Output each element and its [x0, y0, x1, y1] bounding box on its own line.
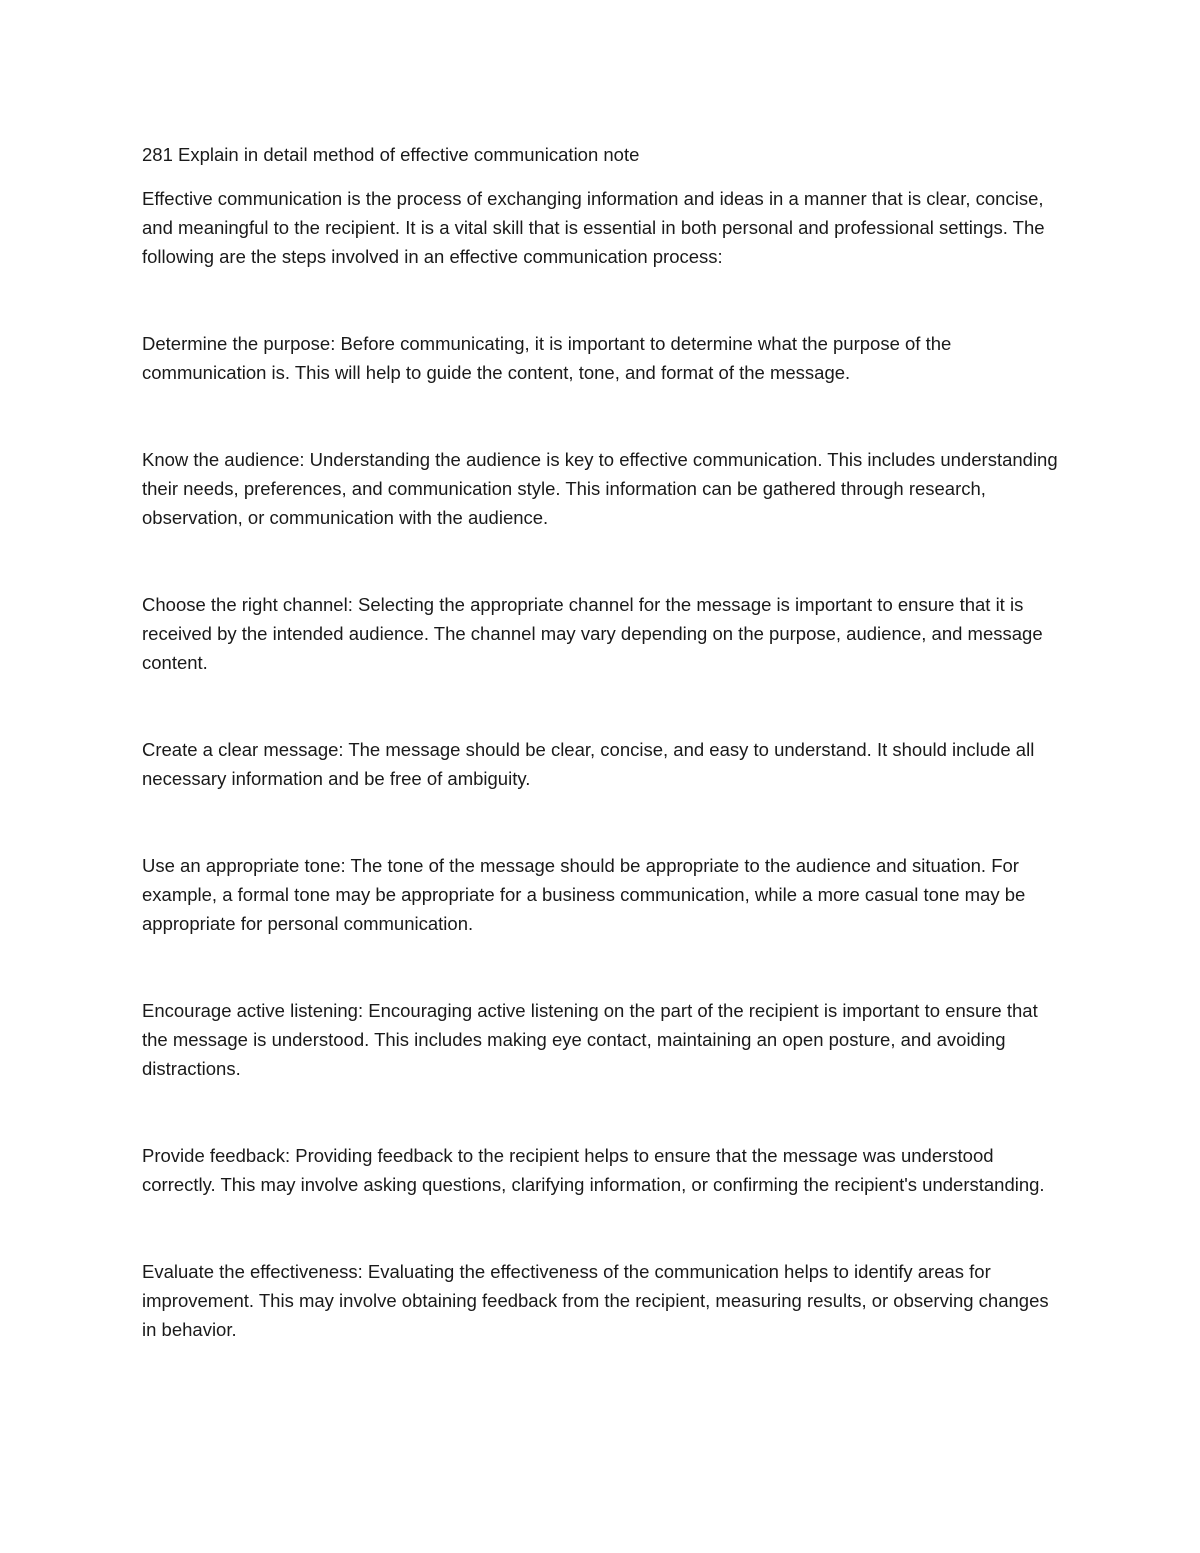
section-provide-feedback: Provide feedback: Providing feedback to the recipient helps to ensure that the message was understood correctly. This may involve asking questions, clarifying information, or confirming the recipient's understanding.: [142, 1145, 1045, 1195]
section-determine-purpose: Determine the purpose: Before communicating, it is important to determine what the purpose of the communication is. This will help to guide the content, tone, and format of the message.: [142, 333, 952, 383]
document-body: [142, 140, 1062, 1402]
section-appropriate-tone: Use an appropriate tone: The tone of the message should be appropriate to the audience and situation. For example, a formal tone may be appropriate for a business communication, while a more casual tone may be appropriate for personal communication.: [142, 855, 1026, 934]
document-title: 281 Explain in detail method of effective communication note: [142, 144, 640, 165]
section-choose-channel: Choose the right channel: Selecting the appropriate channel for the message is important to ensure that it is received by the intended audience. The channel may vary depending on the purpose, audience, and message content.: [142, 594, 1043, 673]
section-clear-message: Create a clear message: The message should be clear, concise, and easy to understand. It should include all necessary information and be free of ambiguity.: [142, 739, 1035, 789]
section-active-listening: Encourage active listening: Encouraging active listening on the part of the recipient is important to ensure that the message is understood. This includes making eye contact, maintaining an open posture, and avoiding distractions.: [142, 1000, 1038, 1079]
intro-paragraph: Effective communication is the process of exchanging information and ideas in a manner that is clear, concise, and meaningful to the recipient. It is a vital skill that is essential in both personal and professional settings. The following are the steps involved in an effective communication process:: [142, 188, 1045, 267]
section-know-audience: Know the audience: Understanding the audience is key to effective communication. This includes understanding their needs, preferences, and communication style. This information can be gathered through research, observation, or communication with the audience.: [142, 449, 1058, 528]
section-evaluate-effectiveness: Evaluate the effectiveness: Evaluating the effectiveness of the communication helps to identify areas for improvement. This may involve obtaining feedback from the recipient, measuring results, or observing changes in behavior.: [142, 1261, 1049, 1340]
